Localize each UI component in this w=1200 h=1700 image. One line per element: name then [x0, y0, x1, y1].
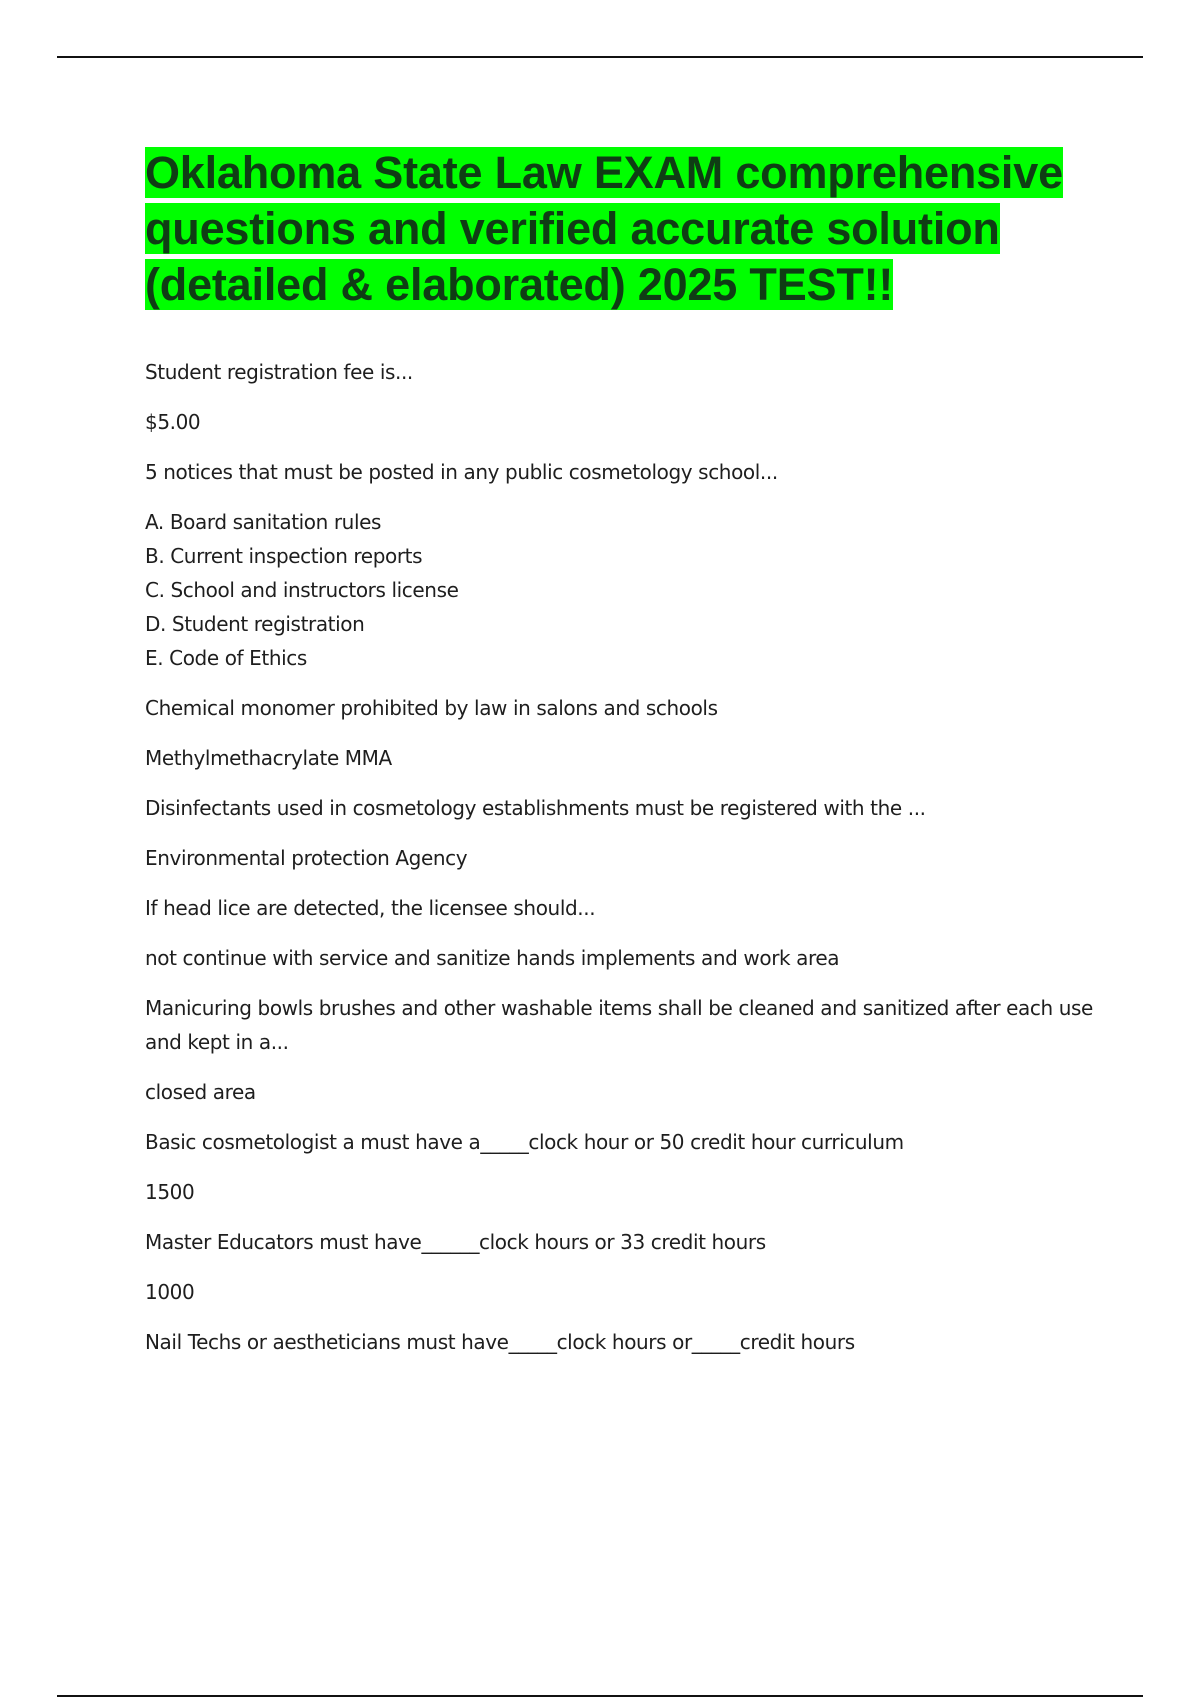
question-4: Disinfectants used in cosmetology establishments must be registered with the ... — [145, 796, 926, 820]
answer-6: closed area — [145, 1080, 256, 1104]
list-item: C. School and instructors license — [145, 578, 459, 602]
answer-8: 1000 — [145, 1280, 195, 1304]
bottom-rule — [57, 1695, 1143, 1697]
document-body — [145, 145, 1095, 1375]
title-highlight: Oklahoma State Law EXAM comprehensive questions and verified accurate solution (detailed & elaborated) 2025 TEST!! — [145, 147, 1063, 310]
document-title — [145, 145, 1095, 313]
answer-1: $5.00 — [145, 410, 201, 434]
list-item: D. Student registration — [145, 612, 365, 636]
list-item: B. Current inspection reports — [145, 544, 423, 568]
question-5: If head lice are detected, the licensee should... — [145, 896, 596, 920]
top-rule — [57, 56, 1143, 58]
question-3: Chemical monomer prohibited by law in salons and schools — [145, 696, 718, 720]
answer-2-list — [145, 505, 1095, 675]
list-item: A. Board sanitation rules — [145, 510, 382, 534]
question-8: Master Educators must have______clock hours or 33 credit hours — [145, 1230, 766, 1254]
list-item: E. Code of Ethics — [145, 646, 307, 670]
answer-5: not continue with service and sanitize hands implements and work area — [145, 946, 840, 970]
question-7: Basic cosmetologist a must have a_____clock hour or 50 credit hour curriculum — [145, 1130, 904, 1154]
answer-7: 1500 — [145, 1180, 195, 1204]
qa-list — [145, 355, 1095, 1359]
answer-3: Methylmethacrylate MMA — [145, 746, 392, 770]
question-9: Nail Techs or aestheticians must have_____clock hours or_____credit hours — [145, 1330, 855, 1354]
question-2: 5 notices that must be posted in any public cosmetology school... — [145, 460, 778, 484]
question-6: Manicuring bowls brushes and other washable items shall be cleaned and sanitized after each use and kept in a... — [145, 996, 1093, 1054]
question-1: Student registration fee is... — [145, 360, 413, 384]
answer-4: Environmental protection Agency — [145, 846, 468, 870]
